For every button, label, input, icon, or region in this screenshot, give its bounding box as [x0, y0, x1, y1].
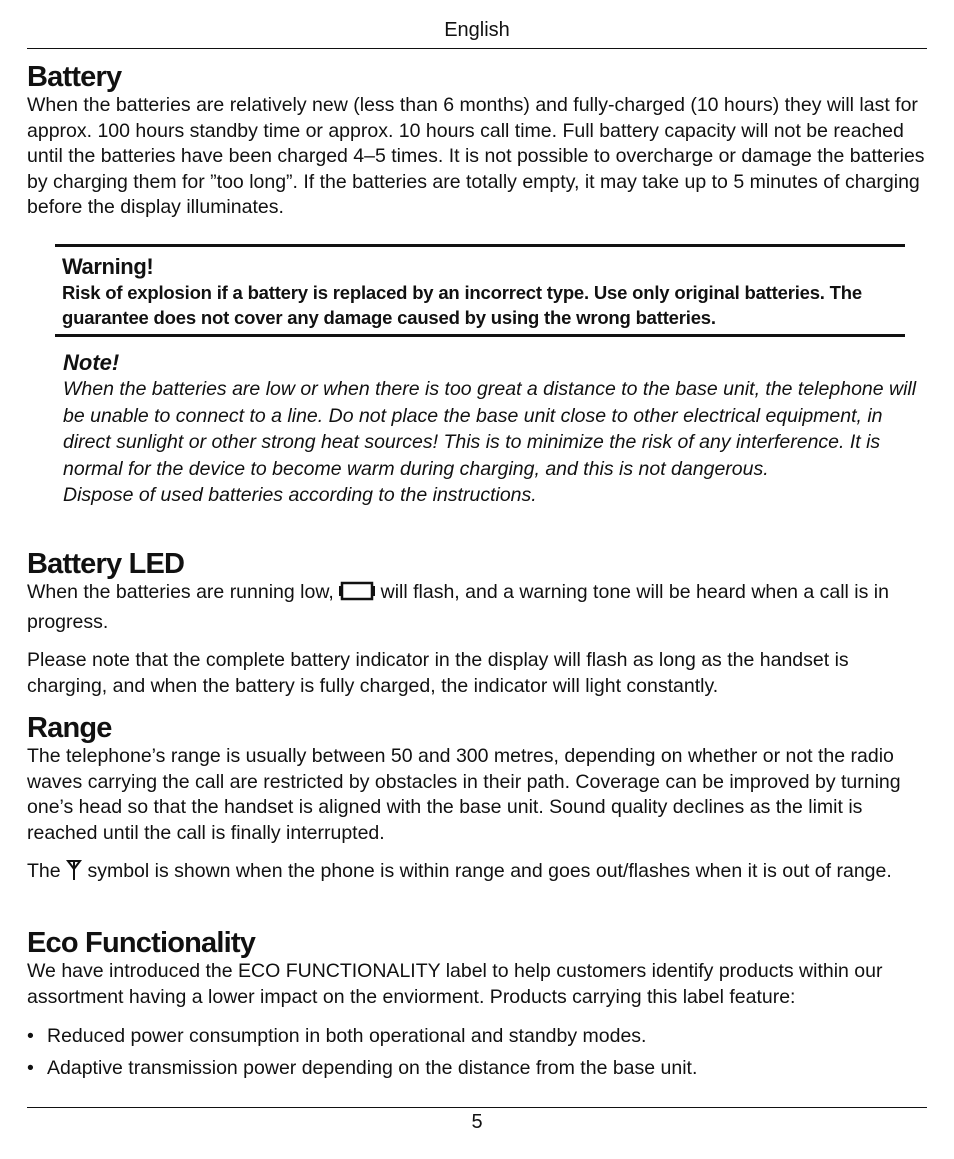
warning-title: Warning! [62, 254, 154, 279]
warning-text: Risk of explosion if a battery is replaced by an incorrect type. Use only original batteries. The guarantee does not cover any damage caused by using the wrong batteries. [62, 282, 862, 328]
eco-paragraph: We have introduced the ECO FUNCTIONALITY label to help customers identify products within our assortment having a lower impact on the enviorment. Products carrying this label feature: [27, 960, 883, 1008]
range-text-after: symbol is shown when the phone is within range and goes out/flashes when it is out of range. [87, 860, 892, 882]
range-heading: Range [27, 712, 112, 744]
note-block [63, 350, 923, 509]
note-title: Note! [63, 350, 120, 375]
warning-box [55, 244, 905, 337]
battery-led-text-before: When the batteries are running low, [27, 581, 334, 603]
page-footer [27, 1107, 927, 1136]
range-paragraph-2 [27, 859, 927, 889]
battery-led-text-after: will flash, and a warning tone will be heard when a call is in progress. [27, 581, 889, 633]
battery-heading: Battery [27, 61, 122, 93]
battery-led-paragraph-2: Please note that the complete battery indicator in the display will flash as long as the handset is charging, and when the battery is fully charged, the indicator will light constantly. [27, 649, 849, 697]
range-text-before: The [27, 860, 61, 882]
page-number: 5 [471, 1111, 483, 1133]
antenna-icon [66, 859, 82, 889]
battery-led-section [27, 549, 927, 699]
eco-section [27, 928, 927, 1087]
list-item: • Reduced power consumption in both operational and standby modes. [27, 1024, 927, 1050]
range-section [27, 713, 927, 889]
page-header [27, 17, 927, 49]
eco-bullet-list [27, 1024, 927, 1081]
battery-section [27, 62, 927, 221]
list-item: • Adaptive transmission power depending on the distance from the base unit. [27, 1056, 927, 1082]
battery-led-paragraph [27, 580, 927, 635]
battery-paragraph: When the batteries are relatively new (less than 6 months) and fully-charged (10 hours) they will last for approx. 100 hours standby time or approx. 10 hours call time. Full battery capacity will not be reached until the batteries have been charged 4–5 times. It is not possible to overcharge or damage the batteries by charging them for ”too long”. If the batteries are totally empty, it may take up to 5 minutes of charging before the display illuminates. [27, 94, 925, 218]
battery-led-heading: Battery LED [27, 548, 185, 580]
empty-battery-icon [339, 580, 375, 610]
header-language: English [444, 19, 510, 41]
range-paragraph: The telephone’s range is usually between 50 and 300 metres, depending on whether or not the radio waves carrying the call are restricted by obstacles in their path. Coverage can be improved by turning one’s head so that the handset is aligned with the base unit. Sound quality declines as the limit is reached until the call is finally interrupted. [27, 745, 901, 844]
eco-heading: Eco Functionality [27, 927, 256, 959]
note-text: When the batteries are low or when there is too great a distance to the base unit, the telephone will be unable to connect to a line. Do not place the base unit close to other electrical equipment, in direct sunlight or other strong heat sources! This is to minimize the risk of any interference. It is normal for the device to become warm during charging, and this is not dangerous. [63, 378, 917, 480]
note-dispose-text: Dispose of used batteries according to the instructions. [63, 484, 537, 506]
